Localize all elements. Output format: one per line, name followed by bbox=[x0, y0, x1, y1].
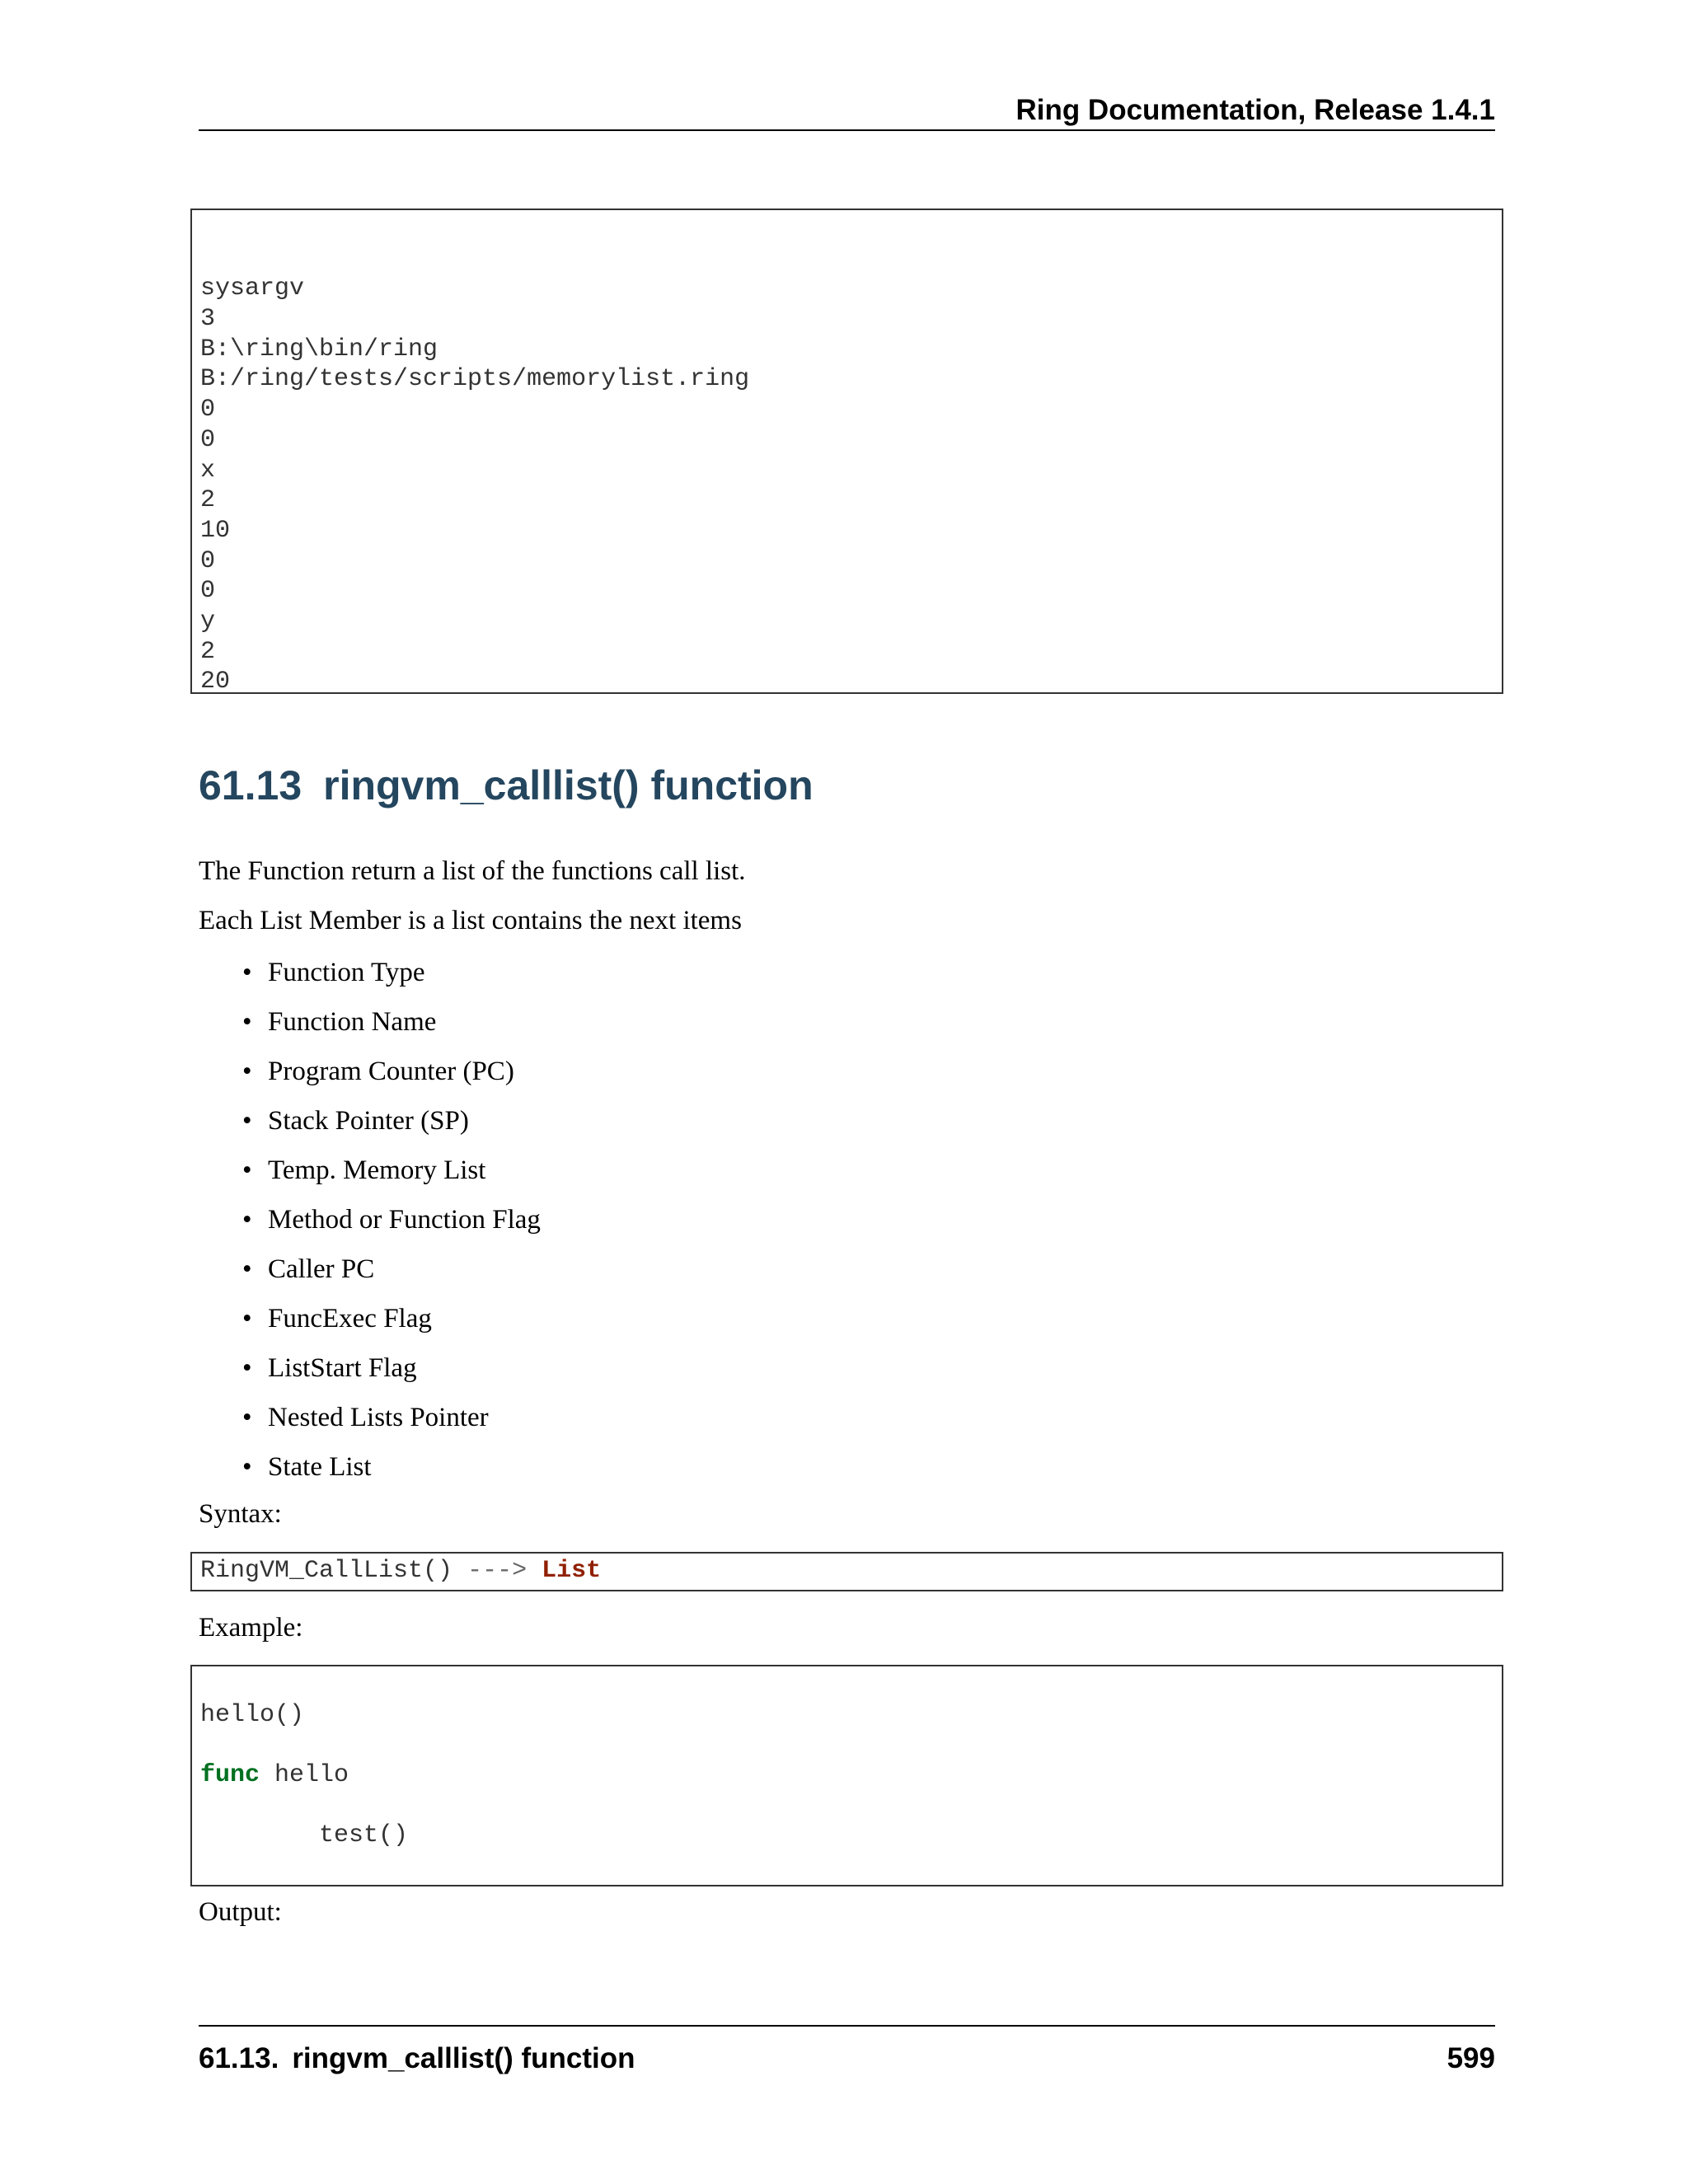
example-label: Example: bbox=[199, 1613, 303, 1643]
bullet-icon: • bbox=[242, 958, 252, 987]
example-line: hello() bbox=[200, 1700, 305, 1729]
list-item-text: Temp. Memory List bbox=[268, 1155, 486, 1185]
syntax-arrow: ---> bbox=[467, 1557, 528, 1585]
example-blank-line bbox=[200, 1882, 1493, 1886]
output-code-lines bbox=[200, 274, 1493, 694]
output-code-line: 0 bbox=[200, 425, 216, 454]
header-rule bbox=[199, 129, 1495, 131]
footer-section bbox=[199, 2041, 635, 2077]
intro-paragraph-1: The Function return a list of the functions call list. bbox=[199, 856, 746, 886]
list-item-text: Function Type bbox=[268, 958, 425, 987]
output-code-line: sysargv bbox=[200, 274, 305, 303]
syntax-function: RingVM_CallList() bbox=[200, 1557, 453, 1585]
example-code-block bbox=[190, 1665, 1503, 1886]
output-code-block bbox=[190, 209, 1503, 694]
list-item-text: Stack Pointer (SP) bbox=[268, 1106, 469, 1136]
output-code-line: 20 bbox=[200, 668, 231, 694]
footer-section-title: ringvm_calllist() function bbox=[292, 2042, 635, 2074]
syntax-label: Syntax: bbox=[199, 1499, 282, 1529]
output-code-line: 3 bbox=[200, 305, 216, 334]
output-code-line: 10 bbox=[200, 516, 231, 545]
bullet-icon: • bbox=[242, 1106, 252, 1136]
syntax-return-type: List bbox=[542, 1557, 602, 1585]
bullet-icon: • bbox=[242, 1254, 252, 1284]
section-number: 61.13 bbox=[199, 762, 302, 808]
example-line bbox=[200, 1760, 1493, 1791]
output-code-line: B:/ring/tests/scripts/memorylist.ring bbox=[200, 365, 750, 394]
intro-paragraph-2: Each List Member is a list contains the next items bbox=[199, 906, 742, 935]
list-item-text: FuncExec Flag bbox=[268, 1304, 432, 1333]
page-number: 599 bbox=[1447, 2042, 1495, 2074]
bullet-icon: • bbox=[242, 1353, 252, 1383]
code-text: hello bbox=[260, 1761, 349, 1790]
list-item-text: State List bbox=[268, 1452, 372, 1482]
bullet-icon: • bbox=[242, 1155, 252, 1185]
section-heading bbox=[199, 760, 814, 811]
keyword: func bbox=[200, 1761, 260, 1790]
list-item-text: ListStart Flag bbox=[268, 1353, 417, 1383]
list-item-text: Nested Lists Pointer bbox=[268, 1403, 489, 1432]
list-item-text: Caller PC bbox=[268, 1254, 375, 1284]
output-code-line: x bbox=[200, 456, 216, 485]
output-code-line: 0 bbox=[200, 577, 216, 606]
output-code-line: 0 bbox=[200, 396, 216, 424]
bullet-icon: • bbox=[242, 1452, 252, 1482]
section-title: ringvm_calllist() function bbox=[323, 762, 814, 808]
bullet-icon: • bbox=[242, 1403, 252, 1432]
bullet-icon: • bbox=[242, 1057, 252, 1086]
output-code-line: 2 bbox=[200, 486, 216, 515]
output-code-line: B:\ring\bin/ring bbox=[200, 335, 438, 363]
bullet-icon: • bbox=[242, 1007, 252, 1037]
bullet-icon: • bbox=[242, 1205, 252, 1235]
output-code-line: y bbox=[200, 607, 216, 635]
list-item-text: Program Counter (PC) bbox=[268, 1057, 514, 1086]
example-line: test() bbox=[200, 1821, 409, 1850]
list-item-text: Function Name bbox=[268, 1007, 437, 1037]
list-item-text: Method or Function Flag bbox=[268, 1205, 541, 1235]
running-header-title: Ring Documentation, Release 1.4.1 bbox=[1015, 94, 1495, 126]
output-code-line: 0 bbox=[200, 546, 216, 575]
footer-section-number: 61.13. bbox=[199, 2042, 279, 2074]
output-label: Output: bbox=[199, 1897, 282, 1927]
syntax-code-block bbox=[190, 1552, 1503, 1591]
footer-rule bbox=[199, 2025, 1495, 2027]
output-code-line: 2 bbox=[200, 637, 216, 666]
bullet-icon: • bbox=[242, 1304, 252, 1333]
